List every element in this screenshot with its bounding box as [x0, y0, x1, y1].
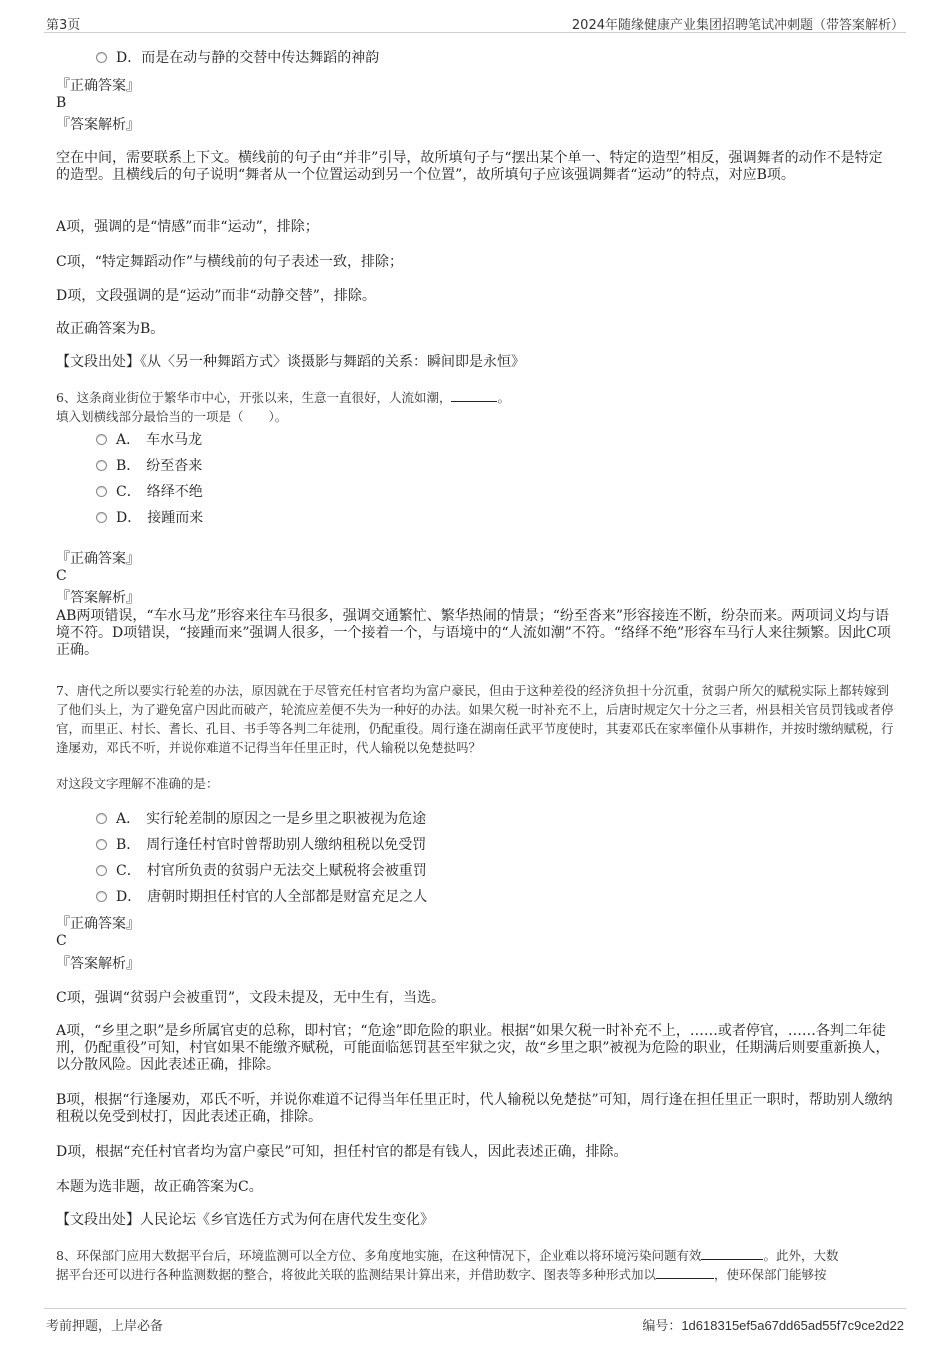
- q7-answer: C: [56, 933, 67, 949]
- q7-option-c[interactable]: [96, 862, 427, 880]
- q7-option-b[interactable]: [96, 836, 426, 854]
- page-number: 第3页: [46, 18, 81, 33]
- q7-analysis-p3: B项，根据“行逢屡劝，邓氏不听，并说你难道不记得当年任里正时，代人输税以免楚挞”可知，周行逢在担任里正一职时，帮助别人缴纳租税以免受到杖打，因此表述正确，排除。: [56, 1092, 893, 1125]
- code-label: 编号：: [642, 1319, 682, 1334]
- option-text: 唐朝时期担任村官的人全部都是财富充足之人: [147, 889, 428, 905]
- option-label: B．: [116, 458, 141, 474]
- q7-option-a[interactable]: [96, 810, 426, 828]
- page-header: [44, 10, 906, 33]
- radio-icon[interactable]: [96, 52, 107, 63]
- radio-icon[interactable]: [96, 865, 107, 876]
- q7-analysis-p1: C项，强调“贫弱户会被重罚”，文段未提及，无中生有，当选。: [56, 990, 446, 1006]
- option-text: D．而是在动与静的交替中传达舞蹈的神韵: [116, 50, 380, 66]
- option-label: D．: [116, 889, 142, 905]
- option-label: B．: [116, 837, 141, 853]
- q6-analysis: AB两项错误，“车水马龙”形容来往车马很多，强调交通繁忙、繁华热闹的情景；“纷至沓来”形容接连不断，纷杂而来。两项词义均与语境不符。D项错误，“接踵而来”强调人很多，一个接着一个，与语境中的“人流如潮”不符。“络绎不绝”形容车马行人来往频繁。因此C项正确。: [56, 608, 891, 658]
- q8-stem-line2: [56, 1266, 896, 1283]
- q7-analysis-p5: 本题为选非题，故正确答案为C。: [56, 1179, 263, 1195]
- q6-option-a[interactable]: [96, 431, 202, 449]
- option-text: 周行逢任村官时曾帮助别人缴纳租税以免受罚: [146, 837, 427, 853]
- radio-icon[interactable]: [96, 839, 107, 850]
- radio-icon[interactable]: [96, 434, 107, 445]
- option-text: 实行轮差制的原因之一是乡里之职被视为危途: [146, 811, 427, 827]
- q5-analysis-p1: 空在中间，需要联系上下文。横线前的句子由“并非”引导，故所填句子与“摆出某个单一、特定的造型”相反，强调舞者的动作不是特定的造型。且横线后的句子说明“舞者从一个位置运动到另一个位置”，故所填句子应该强调舞者“运动”的特点，对应B项。: [56, 150, 883, 183]
- q6-stem2: 填入划横线部分最恰当的一项是（ ）。: [56, 409, 288, 424]
- q7-option-d[interactable]: [96, 888, 427, 906]
- q6-option-b[interactable]: [96, 457, 202, 475]
- option-label: A．: [116, 811, 141, 827]
- q6-answer: C: [56, 568, 67, 584]
- q6-analysis-label: 『答案解析』: [56, 590, 140, 606]
- q5-analysis-p5: 故正确答案为B。: [56, 321, 165, 337]
- option-text: 接踵而来: [147, 510, 204, 526]
- blank-line: [451, 389, 497, 402]
- q5-analysis-p3: C项，“特定舞蹈动作”与横线前的句子表述一致，排除；: [56, 254, 404, 270]
- q8-text: 8、环保部门应用大数据平台后，环境监测可以全方位、多角度地实施，在这种情况下，企业难以将环境污染问题有效: [56, 1248, 702, 1263]
- radio-icon[interactable]: [96, 512, 107, 523]
- footer-slogan: 考前押题，上岸必备: [46, 1319, 164, 1334]
- q6-answer-label: 『正确答案』: [56, 551, 140, 567]
- code-value: 1d618315ef5a67dd65ad55f7c9ce2d22: [681, 1318, 904, 1333]
- q5-answer: B: [56, 95, 67, 111]
- q7-stem2: 对这段文字理解不准确的是：: [56, 776, 219, 791]
- q8-stem-line1: [56, 1247, 896, 1264]
- q7-source: 【文段出处】人民论坛《乡官选任方式为何在唐代发生变化》: [56, 1212, 434, 1228]
- q7-answer-label: 『正确答案』: [56, 916, 140, 932]
- blank-line: [701, 1247, 763, 1260]
- q8-text: 。此外，大数: [763, 1248, 839, 1263]
- q7-analysis-label: 『答案解析』: [56, 956, 140, 972]
- q6-option-d[interactable]: [96, 509, 203, 527]
- q7-stem: 7、唐代之所以要实行轮差的办法，原因就在于尽管充任村官者均为富户豪民，但由于这种差役的经济负担十分沉重，贫弱户所欠的赋税实际上都转嫁到了他们头上，为了避免富户因此而破产，轮流应差便不失为一种好的办法。如果欠税一时补充不上，后唐时规定欠十分之三者，州县相关官员罚钱或者停官，而里正、村长、耆长、孔目、书手等各判二年徒刑，仍配重役。周行逢在湖南任武平节度使时，其妻邓氏在家率僮仆从事耕作，并按时缴纳赋税，行逢屡劝，邓氏不听，并说你难道不记得当年任里正时，代人输税以免楚挞吗？: [56, 683, 894, 755]
- q8-text: ，使环保部门能够按: [714, 1267, 827, 1282]
- option-label: C．: [116, 863, 141, 879]
- q6-stem-text: 6、这条商业街位于繁华市中心，开张以来，生意一直很好，人流如潮，: [56, 390, 452, 405]
- option-label: C．: [116, 484, 141, 500]
- option-text: 纷至沓来: [146, 458, 203, 474]
- radio-icon[interactable]: [96, 460, 107, 471]
- q5-analysis-label: 『答案解析』: [56, 117, 140, 133]
- q5-analysis-p2: A项，强调的是“情感”而非“运动”，排除；: [56, 219, 319, 235]
- option-text: 络绎不绝: [146, 484, 203, 500]
- q7-analysis-p2: A项，“乡里之职”是乡所属官吏的总称，即村官；“危途”即危险的职业。根据“如果欠税一时补充不上，……或者停官，……各判二年徒刑，仍配重役”可知，村官如果不能缴齐赋税，可能面临惩罚甚至牢狱之灾，故“乡里之职”被视为危险的职业，任期满后则要重新换人，以分散风险。因此表述正确，排除。: [56, 1023, 890, 1073]
- radio-icon[interactable]: [96, 813, 107, 824]
- document-title: 2024年随缘健康产业集团招聘笔试冲刺题（带答案解析）: [571, 18, 904, 33]
- option-label: A．: [116, 432, 141, 448]
- q5-analysis-p4: D项，文段强调的是“运动”而非“动静交替”，排除。: [56, 288, 376, 304]
- option-text: 车水马龙: [146, 432, 203, 448]
- q5-source: 【文段出处】《从〈另一种舞蹈方式〉谈摄影与舞蹈的关系：瞬间即是永恒》: [56, 354, 525, 370]
- radio-icon[interactable]: [96, 486, 107, 497]
- option-text: 村官所负责的贫弱户无法交上赋税将会被重罚: [146, 863, 427, 879]
- q6-stem-end: 。: [497, 390, 510, 405]
- q8-text: 据平台还可以进行各种监测数据的整合，将彼此关联的监测结果计算出来，并借助数字、图表等多种形式加以: [56, 1267, 657, 1282]
- document-code: [642, 1315, 904, 1334]
- q5-option-d[interactable]: [96, 49, 379, 67]
- blank-line: [656, 1266, 714, 1279]
- q6-option-c[interactable]: [96, 483, 203, 501]
- page-footer: [44, 1308, 906, 1334]
- q5-answer-label: 『正确答案』: [56, 78, 140, 94]
- q6-stem: [56, 389, 896, 406]
- q7-analysis-p4: D项，根据“充任村官者均为富户豪民”可知，担任村官的都是有钱人，因此表述正确，排除。: [56, 1144, 628, 1160]
- option-label: D．: [116, 510, 142, 526]
- radio-icon[interactable]: [96, 891, 107, 902]
